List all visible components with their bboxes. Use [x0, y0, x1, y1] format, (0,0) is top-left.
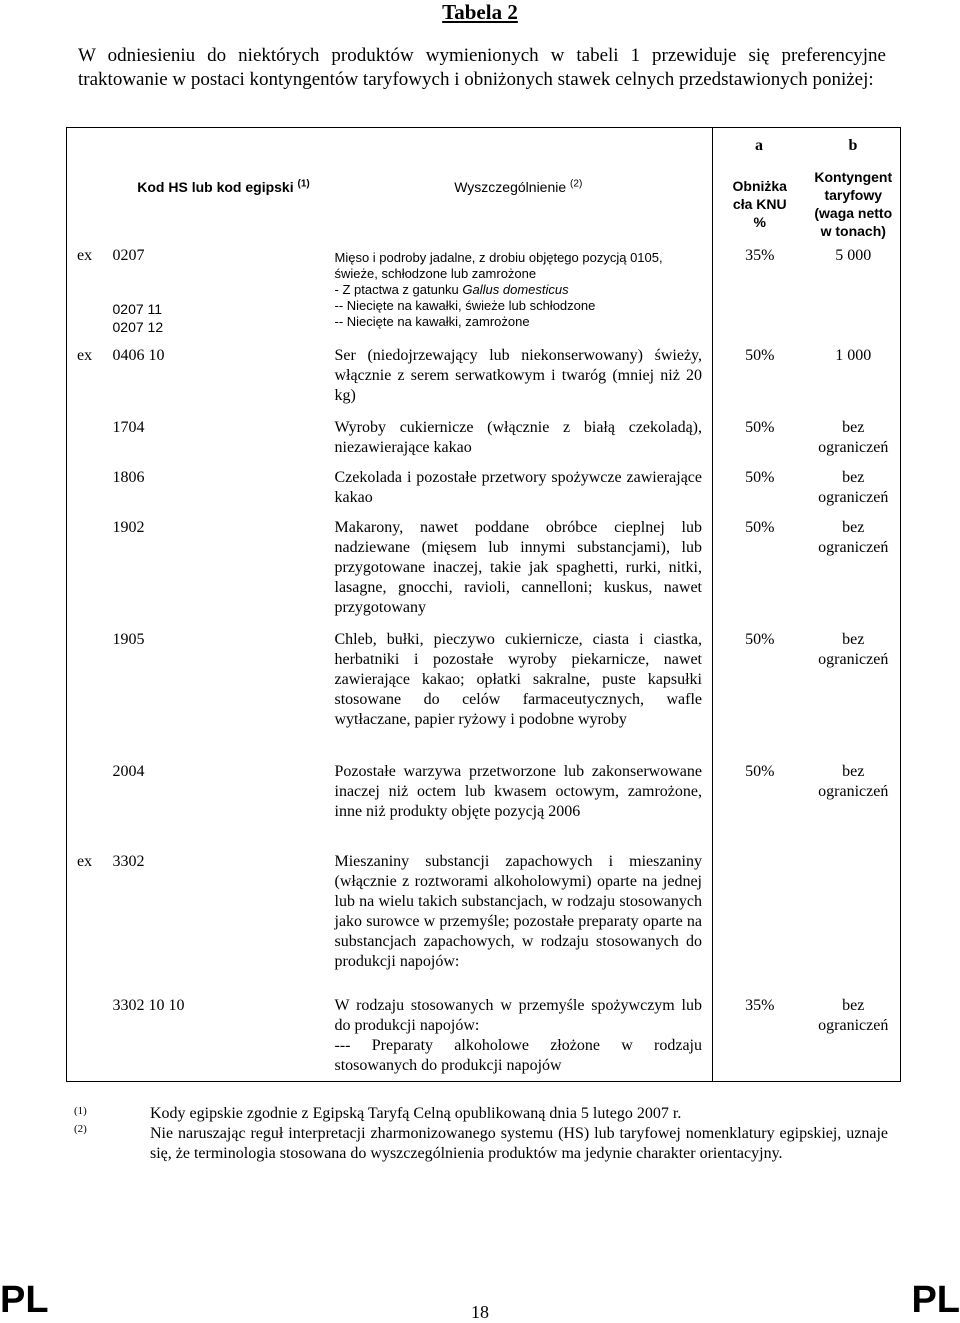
table-row — [67, 762, 901, 852]
intro-paragraph: W odniesieniu do niektórych produktów wymienionych w tabeli 1 przewiduje się preferencyjne traktowanie w postaci kontyngentów taryfowych i obniżonych stawek celnych przedstawionych poniżej: — [78, 45, 886, 90]
description: W rodzaju stosowanych w przemyśle spożywczym lub do produkcji napojów: --- Preparaty alkoholowe złożone w rodzaju stosowanych do produkcji napojów — [335, 996, 713, 1082]
duty-reduction: 50% — [745, 630, 775, 648]
description: Ser (niedojrzewający lub niekonserwowany) świeży, włącznie z serem serwatkowym i twaróg (mniej niż 20 kg) — [335, 346, 713, 418]
footnote-mark-1: (1) — [74, 1105, 87, 1117]
description: Wyroby cukiernicze (włącznie z białą czekoladą), niezawierające kakao — [335, 418, 713, 468]
table-row — [67, 852, 901, 996]
header-code: Kod HS lub kod egipski $^{(1)}$ — [137, 178, 310, 195]
hs-code: 1905 — [112, 630, 145, 648]
quota: 1 000 — [835, 346, 872, 364]
ex-marker: ex — [77, 852, 93, 870]
footnote-mark-2: (2) — [74, 1123, 87, 1135]
description: Mieszaniny substancji zapachowych i mieszaniny (włącznie z roztworami alkoholowymi) oparte na jednej lub na wielu takich substancjach, w rodzaju stosowanych jako surowce w przemyśle; pozostałe preparaty oparte na substancjach zapachowych, w rodzaju stosowanych do produkcji napojów: — [335, 852, 713, 996]
table-row — [67, 346, 901, 418]
table-row — [67, 630, 901, 762]
table-title: Tabela 2 — [442, 0, 518, 24]
footnote-marks — [74, 1102, 87, 1138]
column-letter-b: b — [848, 137, 858, 154]
description: Czekolada i pozostałe przetwory spożywcze zawierające kakao — [335, 468, 713, 518]
hs-code: 1902 — [112, 518, 145, 536]
hs-code: 3302 — [112, 852, 145, 870]
header-quota: Kontyngent taryfowy (waga netto w tonach) — [814, 168, 893, 239]
quota — [807, 852, 901, 996]
footnotes — [150, 1104, 888, 1164]
hs-code: 1806 — [112, 468, 145, 486]
description: Mięso i podroby jadalne, z drobiu objętego pozycją 0105, świeże, schłodzone lub zamrożone - Z ptactwa z gatunku Gallus domesticus -- Niecięte na kawałki, świeże lub schłodzone -- Niecięte na kawałki, zamrożone — [335, 246, 713, 346]
quota: bez ograniczeń — [818, 630, 889, 668]
duty-reduction: 50% — [745, 518, 775, 536]
quota: 5 000 — [835, 246, 872, 264]
hs-code: 2004 — [112, 762, 145, 780]
footnote-1: Kody egipskie zgodnie z Egipską Taryfą Celną opublikowaną dnia 5 lutego 2007 r. — [150, 1105, 682, 1122]
ex-marker — [67, 996, 113, 1082]
description: Makarony, nawet poddane obróbce cieplnej lub nadziewane (mięsem lub innymi substancjami), lub przygotowane inaczej, takie jak spaghetti, rurki, nitki, lasagne, gnocchi, ravioli, cannelloni; kuskus, nawet przygotowany — [335, 518, 713, 630]
header-duty-reduction: Obniżka cła KNU % — [732, 177, 787, 230]
duty-reduction: 35% — [745, 246, 775, 264]
ex-marker: ex — [77, 346, 93, 364]
duty-reduction: 50% — [745, 468, 775, 486]
header-description: Wyszczególnienie $^{(2)}$ — [335, 128, 713, 246]
quota: bez ograniczeń — [818, 418, 889, 456]
duty-reduction: 50% — [745, 418, 775, 436]
table-row — [67, 418, 901, 468]
ex-marker — [67, 468, 113, 518]
footnote-2: Nie naruszając reguł interpretacji zharmonizowanego systemu (HS) lub taryfowej nomenklatury egipskiej, uznaje się, że terminologia stosowana do wyszczególnienia produktów ma jedynie charakter orientacyjny. — [150, 1125, 888, 1162]
footer-language-right: PL — [911, 1279, 960, 1321]
table-row — [67, 468, 901, 518]
table-row — [67, 246, 901, 346]
duty-reduction: 50% — [745, 762, 775, 780]
table-header-row — [67, 128, 901, 246]
hs-code: 0207 0207 11 0207 12 — [112, 246, 164, 335]
ex-marker — [67, 518, 113, 630]
table-row — [67, 996, 901, 1082]
hs-code: 0406 10 — [112, 346, 165, 364]
footer-language-left: PL — [0, 1279, 49, 1321]
hs-code: 3302 10 10 — [112, 996, 185, 1014]
tariff-table — [66, 127, 901, 1082]
page-number: 18 — [471, 1302, 489, 1322]
duty-reduction: 35% — [745, 996, 775, 1014]
duty-reduction: 50% — [745, 346, 775, 364]
ex-marker — [67, 630, 113, 762]
ex-marker: ex — [77, 246, 93, 264]
hs-code: 1704 — [112, 418, 145, 436]
description: Pozostałe warzywa przetworzone lub zakonserwowane inaczej niż octem lub kwasem octowym, zamrożone, inne niż produkty objęte pozycją 2006 — [335, 762, 713, 852]
ex-marker — [67, 762, 113, 852]
quota: bez ograniczeń — [818, 762, 889, 800]
quota: bez ograniczeń — [818, 468, 889, 506]
quota: bez ograniczeń — [818, 518, 889, 556]
ex-marker — [67, 418, 113, 468]
column-letter-a: a — [755, 137, 763, 154]
duty-reduction — [713, 852, 807, 996]
table-row — [67, 518, 901, 630]
description: Chleb, bułki, pieczywo cukiernicze, ciasta i ciastka, herbatniki i pozostałe wyroby piekarnicze, nawet zawierające kakao; opłatki sakralne, puste kapsułki stosowane do celów farmaceutycznych, wafle wytłaczane, papier ryżowy i podobne wyroby — [335, 630, 713, 762]
quota: bez ograniczeń — [818, 996, 889, 1034]
